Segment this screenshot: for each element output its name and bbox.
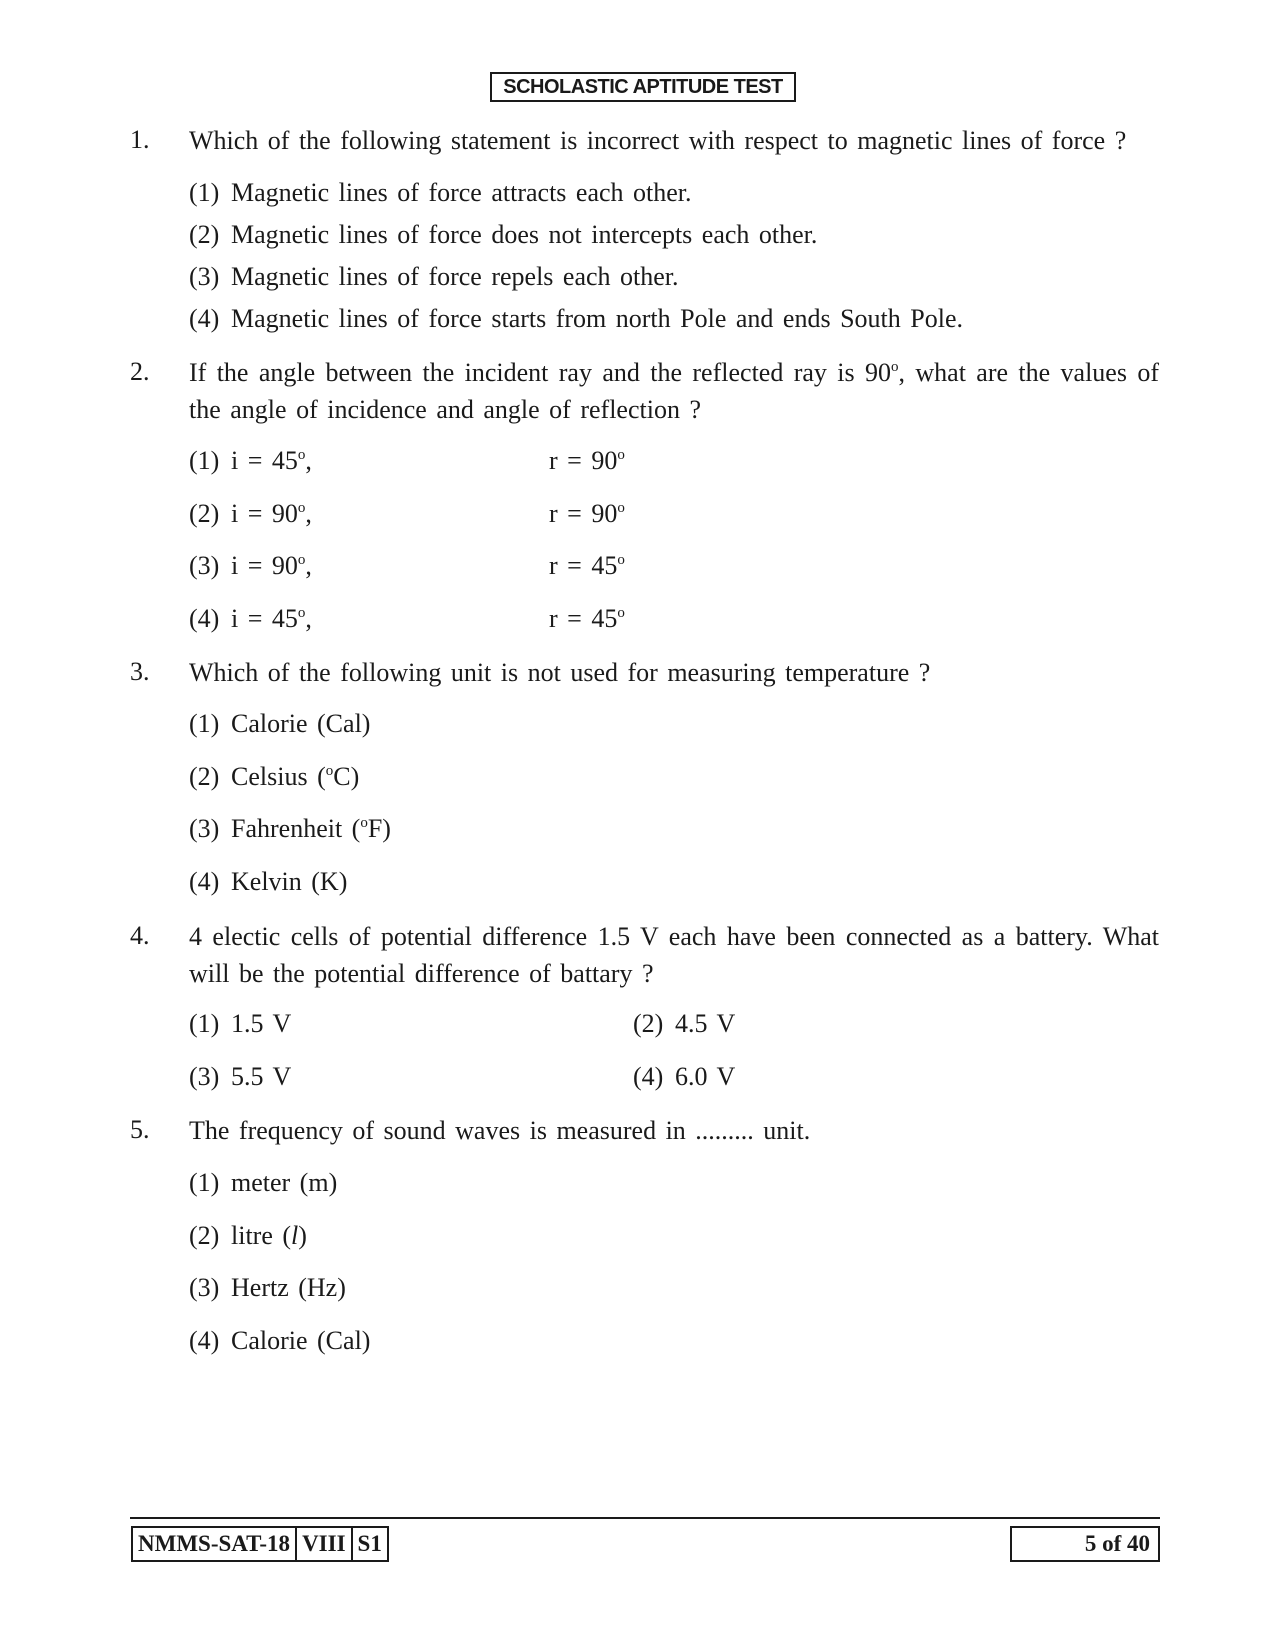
footer-set: S1	[357, 1531, 382, 1556]
option-4: (4) Magnetic lines of force starts from north Pole and ends South Pole.	[189, 304, 963, 333]
option-2: (2) litre (l)	[189, 1221, 307, 1250]
question-text: Which of the following unit is not used for measuring temperature ?	[189, 658, 931, 687]
option-4: (4) 6.0 V	[633, 1062, 736, 1091]
option-4: (4) Kelvin (K)	[189, 867, 348, 896]
question-text: 4 electic cells of potential difference 1.5 V each have been connected as a battery. What will be the potential difference of battary ?	[189, 922, 1159, 988]
option-1: (1) Magnetic lines of force attracts each other.	[189, 178, 692, 207]
option-1: (1) meter (m)	[189, 1168, 338, 1197]
option-1: (1) 1.5 V	[189, 1009, 292, 1038]
option-2: (2) $i = 90^o$, $r = 90^o$	[189, 499, 625, 528]
question-text: Which of the following statement is incorrect with respect to magnetic lines of force ?	[189, 126, 1127, 155]
footer-divider	[130, 1517, 1160, 1519]
footer-paper-code	[131, 1526, 389, 1562]
question-number: 3.	[130, 657, 150, 686]
question-number: 1.	[130, 125, 150, 154]
question-text: If the angle between the incident ray and the reflected ray is 90$^o$, what are the values of the angle of incidence and angle of reflection ?	[189, 358, 1160, 424]
footer-page-number: 5 of 40	[1010, 1526, 1160, 1562]
option-4: (4) Calorie (Cal)	[189, 1326, 371, 1355]
question-number: 4.	[130, 921, 150, 950]
option-2: (2) 4.5 V	[633, 1009, 736, 1038]
page-header-title: SCHOLASTIC APTITUDE TEST	[490, 72, 796, 102]
option-3: (3) Magnetic lines of force repels each other.	[189, 262, 679, 291]
question-number: 5.	[130, 1115, 150, 1144]
option-1: (1) Calorie (Cal)	[189, 709, 371, 738]
option-3: (3) $i = 90^o$, $r = 45^o$	[189, 551, 625, 580]
option-3: (3) Hertz (Hz)	[189, 1273, 346, 1302]
option-1: (1) $i = 45^o$, $r = 90^o$	[189, 446, 625, 475]
option-3: (3) 5.5 V	[189, 1062, 292, 1091]
option-2: (2) Celsius ($^o$C)	[189, 762, 360, 791]
footer-exam-code: NMMS-SAT-18	[133, 1528, 297, 1560]
question-text: The frequency of sound waves is measured in ......... unit.	[189, 1116, 811, 1145]
option-4: (4) $i = 45^o$, $r = 45^o$	[189, 604, 625, 633]
option-3: (3) Fahrenheit ($^o$F)	[189, 814, 391, 843]
question-number: 2.	[130, 357, 150, 386]
footer-class: VIII	[297, 1528, 352, 1560]
option-2: (2) Magnetic lines of force does not intercepts each other.	[189, 220, 818, 249]
